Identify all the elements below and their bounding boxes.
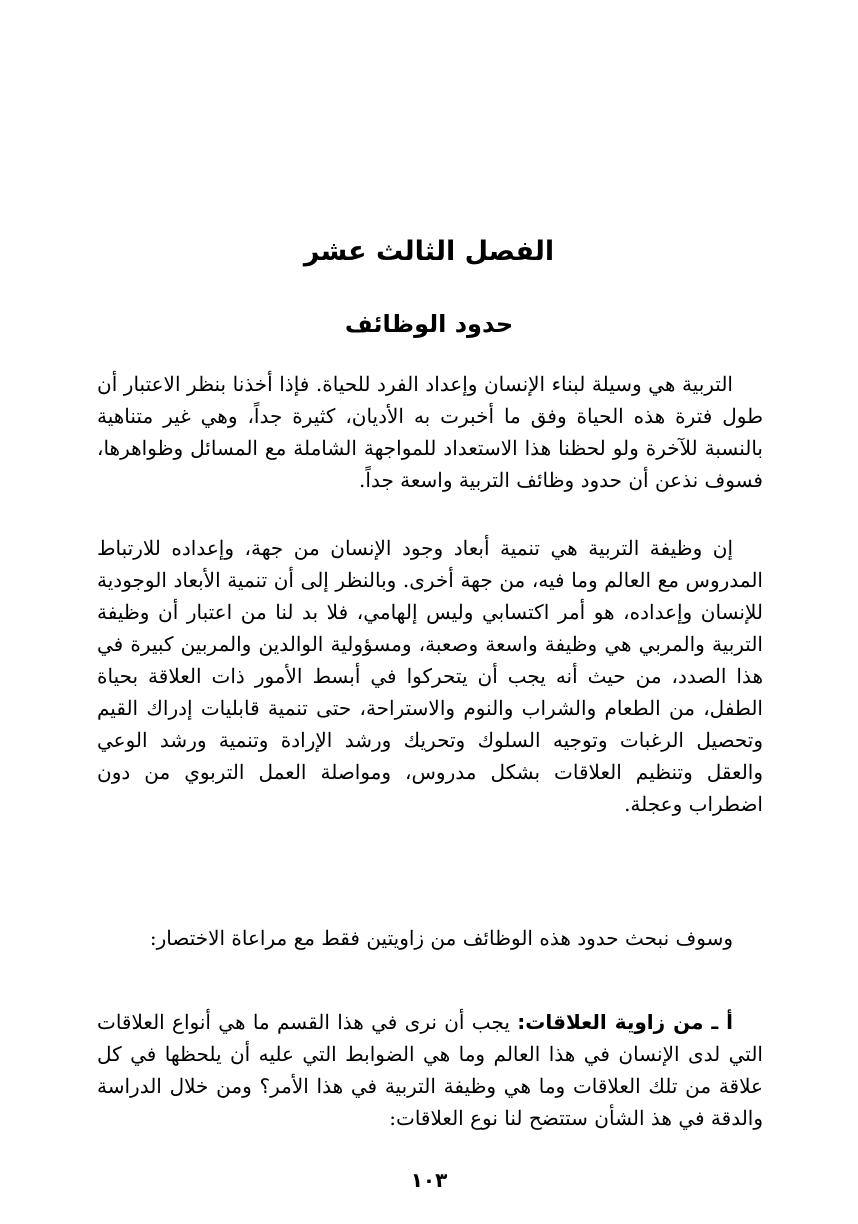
chapter-title: الفصل الثالث عشر bbox=[303, 236, 555, 267]
paragraph-text: إن وظيفة التربية هي تنمية أبعاد وجود الإنسان من جهة، وإعداده للارتباط المدروس مع العالم وما فيه، من جهة أخرى. وبالنظر إلى أن تنمية الأبعاد الوجودية للإنسان وإعداده، هو أمر اكتسابي وليس إلهامي، فلا بد لنا من اعتبار أن وظيفة التربية والمربي هي وظيفة واسعة وصعبة، ومسؤولية الوالدين والمربين كبيرة في هذا الصدد، من حيث أنه يجب أن يتحركوا في أبسط الأمور ذات العلاقة بحياة الطفل، من الطعام والشراب والنوم والاستراحة، حتى تنمية قابليات إدراك القيم وتحصيل الرغبات وتوجيه السلوك وتحريك ورشد الإرادة وتنمية ورشد الوعي والعقل وتنظيم العلاقات بشكل مدروس، ومواصلة العمل التربوي من دون اضطراب وعجلة. bbox=[97, 536, 763, 816]
page-number: ١٠٣ bbox=[410, 1168, 448, 1192]
paragraph-text: وسوف نبحث حدود هذه الوظائف من زاويتين فقط مع مراعاة الاختصار: bbox=[149, 926, 733, 950]
paragraph-3 bbox=[97, 922, 763, 954]
section-title: حدود الوظائف bbox=[344, 310, 514, 338]
paragraph-4 bbox=[97, 1006, 763, 1134]
paragraph-2 bbox=[97, 532, 763, 820]
subsection-body: يجب أن نرى في هذا القسم ما هي أنواع العلاقات التي لدى الإنسان في هذا العالم وما هي الضوابط التي عليه أن يلحظها في كل علاقة من تلك العلاقات وما هي وظيفة التربية في هذا الأمر؟ ومن خلال الدراسة والدقة في هذ الشأن ستتضح لنا نوع العلاقات: bbox=[97, 1010, 763, 1130]
paragraph-text bbox=[97, 1006, 763, 1134]
paragraph-1 bbox=[97, 368, 763, 496]
subsection-heading-relations: أ ـ من زاوية العلاقات: bbox=[517, 1010, 734, 1034]
paragraph-text: التربية هي وسيلة لبناء الإنسان وإعداد الفرد للحياة. فإذا أخذنا بنظر الاعتبار أن طول فترة هذه الحياة وفق ما أخبرت به الأديان، كثيرة جداً، وهي غير متناهية بالنسبة للآخرة ولو لحظنا هذا الاستعداد للمواجهة الشاملة مع المسائل وظواهرها، فسوف نذعن أن حدود وظائف التربية واسعة جداً. bbox=[97, 372, 763, 492]
